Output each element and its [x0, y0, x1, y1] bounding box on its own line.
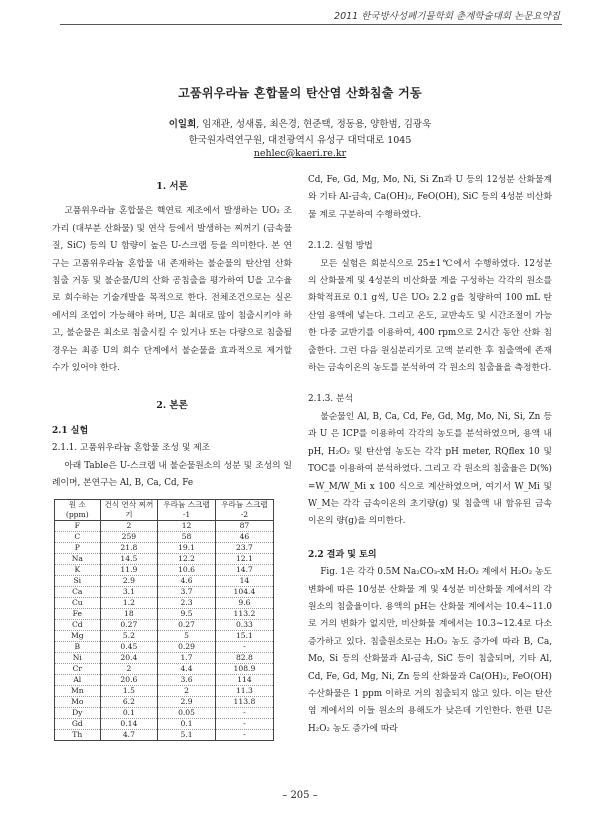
element-cell: Mo: [55, 696, 101, 707]
element-cell: Ca: [55, 586, 101, 597]
value-cell: 108.9: [215, 663, 273, 674]
subsection-experiment-title: 2.1 실험: [52, 425, 89, 436]
value-cell: 113.8: [215, 696, 273, 707]
table-header-row: [55, 499, 274, 520]
table-row: [55, 707, 274, 718]
table-row: [55, 685, 274, 696]
value-cell: 9.5: [158, 608, 216, 619]
element-cell: Cu: [55, 597, 101, 608]
table-row: [55, 608, 274, 619]
element-cell: K: [55, 564, 101, 575]
value-cell: 10.6: [158, 564, 216, 575]
table-row: [55, 553, 274, 564]
table-row: [55, 663, 274, 674]
table-row: [55, 564, 274, 575]
table-row: [55, 630, 274, 641]
value-cell: 12.1: [215, 553, 273, 564]
introduction-paragraph: 고품위우라늄 혼합물은 핵연료 제조에서 발생하는 UO₂ 조가리 (대부분 산화물) 및 연삭 등에서 발생하는 찌꺼기 (금속물질, SiC) 등의 U 함량이 높은 U-스크랩 등을 의미한다. 본 연구는 고품위우라늄 혼합물 내 존재하는 불순물의 탄산염 산화침출 거동 및 불순물/U의 산화 공침출을 평가하여 U을 고수율로 회수하는 기술개발을 목적으로 한다. 전체조건으로는 실온에서의 조업이 가능해야 하며, U은 최대로 많이 침출시키야 하고, 불순물은 최소로 침출시킬 수 있거나 또는 다량으로 침출될 경우는 최종 U의 회수 단계에서 불순물을 효과적으로 제거할 수가 있어야 한다.: [52, 206, 292, 374]
element-cell: Ni: [55, 652, 101, 663]
value-cell: 2: [100, 663, 158, 674]
value-cell: 1.2: [100, 597, 158, 608]
value-cell: 104.4: [215, 586, 273, 597]
value-cell: 0.45: [100, 641, 158, 652]
lead-author: 이일희: [168, 119, 197, 130]
value-cell: 87: [215, 520, 273, 531]
value-cell: 113.2: [215, 608, 273, 619]
value-cell: 0.33: [215, 619, 273, 630]
section-introduction-title: 1. 서론: [156, 181, 188, 192]
section-main-title: 2. 본론: [156, 400, 188, 412]
table-row: [55, 586, 274, 597]
element-cell: Mg: [55, 630, 101, 641]
value-cell: 0.14: [100, 718, 158, 729]
table-row: [55, 575, 274, 586]
table-row: [55, 619, 274, 630]
value-cell: 46: [215, 531, 273, 542]
right-column: [308, 172, 552, 738]
element-cell: Cr: [55, 663, 101, 674]
affiliation: 한국원자력연구원, 대전광역시 유성구 대덕대로 1045: [188, 135, 412, 146]
value-cell: 58: [158, 531, 216, 542]
value-cell: 2.9: [100, 575, 158, 586]
value-cell: 0.1: [100, 707, 158, 718]
table-row: [55, 641, 274, 652]
element-cell: Mn: [55, 685, 101, 696]
table-row: [55, 696, 274, 707]
element-cell: Na: [55, 553, 101, 564]
table-header-cell: 우라늄 스크랩 -2: [215, 499, 273, 520]
left-column: [52, 172, 292, 741]
value-cell: 2.3: [158, 597, 216, 608]
table-row: [55, 674, 274, 685]
value-cell: 2: [100, 520, 158, 531]
value-cell: 2.9: [158, 696, 216, 707]
value-cell: 12: [158, 520, 216, 531]
results-paragraph: Fig. 1은 각각 0.5M Na₂CO₃-xM H₂O₂ 계에서 H₂O₂ 농도 변화에 따른 10성분 산화물 계 및 4성분 비산화물 계에서의 각 원소의 침출율이다. 용액의 pH는 산화물 계에서는 10.4~11.0로 거의 변화가 없지만, 비산화물 계에서는 10.3~12.4로 다소 증가하고 있다. 침출원소로는 H₂O₂ 농도 증가에 따라 B, Ca, Mo, Si 등의 산화물과 Al-금속, SiC 등이 침출되며, 기타 Al, Cd, Fe, Gd, Mg, Ni, Zn 등의 산화물과 Ca(OH)₂, FeO(OH) 수산화물은 1 ppm 이하로 거의 침출되지 않고 있다. 이는 탄산염 계에서의 이들 원소의 용해도가 낮은데 기인한다. 한편 U은 H₂O₂ 농도 증가에 따라: [308, 567, 552, 734]
value-cell: -: [215, 718, 273, 729]
author-email: nehlec@kaeri.re.kr: [253, 148, 347, 159]
header-rule: [60, 24, 562, 25]
value-cell: 4.7: [100, 729, 158, 740]
value-cell: -: [215, 641, 273, 652]
subsection-composition-title: 2.1.1. 고품위우라늄 혼합물 조성 및 제조: [52, 443, 211, 454]
table-row: [55, 652, 274, 663]
value-cell: 4.4: [158, 663, 216, 674]
element-cell: Al: [55, 674, 101, 685]
value-cell: 0.05: [158, 707, 216, 718]
value-cell: 11.3: [215, 685, 273, 696]
table-header-cell: 원 소 (ppm): [55, 499, 101, 520]
method-paragraph: 모든 실험은 회분식으로 25±1℃에서 수행하였다. 12성분의 산화물계 및 4성분의 비산화물 계을 구성하는 각각의 원소를 화학적표로 0.1 g씩, U은 UO₂ 2.2 g을 칭량하여 100 mL 탄산염 용액에 넣는다. 그리고 온도, 교반속도 및 시간조절이 가능한 다중 교반기를 이용하여, 400 rpm으로 2시간 동안 산화 침출한다. 그런 다음 원심분리기로 고액 분리한 후 침출액에 존재하는 금속이온의 농도를 분석하여 각 원소의 침출율을 측정한다.: [308, 258, 552, 374]
value-cell: 19.1: [158, 542, 216, 553]
element-cell: P: [55, 542, 101, 553]
value-cell: 15.1: [215, 630, 273, 641]
element-cell: F: [55, 520, 101, 531]
co-authors: , 임재관, 성새롬, 최은경, 현준택, 정동용, 양한범, 김광욱: [196, 119, 432, 130]
value-cell: -: [215, 729, 273, 740]
table-header-cell: 건식 연삭 찌꺼기: [100, 499, 158, 520]
value-cell: 3.7: [158, 586, 216, 597]
value-cell: 14.7: [215, 564, 273, 575]
value-cell: 12.2: [158, 553, 216, 564]
value-cell: 114: [215, 674, 273, 685]
element-cell: Si: [55, 575, 101, 586]
author-list: [0, 116, 600, 130]
value-cell: 21.8: [100, 542, 158, 553]
element-cell: Cd: [55, 619, 101, 630]
value-cell: 5: [158, 630, 216, 641]
impurity-composition-table: [54, 499, 274, 741]
value-cell: 82.8: [215, 652, 273, 663]
value-cell: 4.6: [158, 575, 216, 586]
analysis-paragraph: 불순물인 Al, B, Ca, Cd, Fe, Gd, Mg, Mo, Ni, Si, Zn 등과 U 은 ICP를 이용하여 각각의 농도를 분석하였으며, 용액 내 pH, H₂O₂ 및 탄산염 농도는 각각 pH meter, RQflex 10 및 TOC를 이용하여 분석하였다. 그리고 각 원소의 침출율은 D(%) =W_M/W_Mi x 100 식으로 계산하였으며, 여기서 W_Mi 및 W_M는 각각 금속이온의 초기량(g) 및 침출액 내 함유된 금속이온의 량(g)을 의미한다.: [308, 411, 552, 527]
value-cell: -: [215, 707, 273, 718]
value-cell: 259: [100, 531, 158, 542]
value-cell: 18: [100, 608, 158, 619]
value-cell: 6.2: [100, 696, 158, 707]
value-cell: 11.9: [100, 564, 158, 575]
value-cell: 5.2: [100, 630, 158, 641]
element-cell: B: [55, 641, 101, 652]
element-cell: Fe: [55, 608, 101, 619]
table-row: [55, 729, 274, 740]
composition-paragraph: 아래 Table은 U-스크랩 내 불순물원소의 성분 및 조성의 일례이며, 본연구는 Al, B, Ca, Cd, Fe: [52, 460, 292, 489]
table-row: [55, 542, 274, 553]
value-cell: 9.6: [215, 597, 273, 608]
value-cell: 2: [158, 685, 216, 696]
value-cell: 0.1: [158, 718, 216, 729]
value-cell: 23.7: [215, 542, 273, 553]
element-cell: Dy: [55, 707, 101, 718]
value-cell: 14: [215, 575, 273, 586]
value-cell: 0.27: [100, 619, 158, 630]
value-cell: 3.6: [158, 674, 216, 685]
paper-title: 고품위우라늄 혼합물의 탄산염 산화침출 거동: [178, 86, 422, 100]
value-cell: 3.1: [100, 586, 158, 597]
table-row: [55, 718, 274, 729]
page-number: – 205 –: [282, 790, 318, 801]
value-cell: 20.4: [100, 652, 158, 663]
table-row: [55, 520, 274, 531]
value-cell: 14.5: [100, 553, 158, 564]
table-header-cell: 우라늄 스크랩 -1: [158, 499, 216, 520]
table-row: [55, 531, 274, 542]
value-cell: 0.27: [158, 619, 216, 630]
element-cell: Th: [55, 729, 101, 740]
value-cell: 1.7: [158, 652, 216, 663]
element-cell: C: [55, 531, 101, 542]
element-cell: Gd: [55, 718, 101, 729]
value-cell: 0.29: [158, 641, 216, 652]
running-header: 2011 한국방사성폐기물학회 춘계학술대회 논문요약집: [334, 11, 560, 22]
subsection-method-title: 2.1.2. 실험 방법: [308, 241, 373, 252]
subsection-analysis-title: 2.1.3. 분석: [308, 394, 353, 405]
value-cell: 5.1: [158, 729, 216, 740]
subsection-results-title: 2.2 결과 및 토의: [308, 549, 377, 560]
composition-paragraph-continued: Cd, Fe, Gd, Mg, Mo, Ni, Si Zn과 U 등의 12성분 산화물계와 기타 Al-금속, Ca(OH)₂, FeO(OH), SiC 등의 4성분 비산화물 계로 구분하여 수행하였다.: [308, 175, 552, 220]
value-cell: 1.5: [100, 685, 158, 696]
table-body: [55, 520, 274, 740]
value-cell: 20.6: [100, 674, 158, 685]
table-row: [55, 597, 274, 608]
